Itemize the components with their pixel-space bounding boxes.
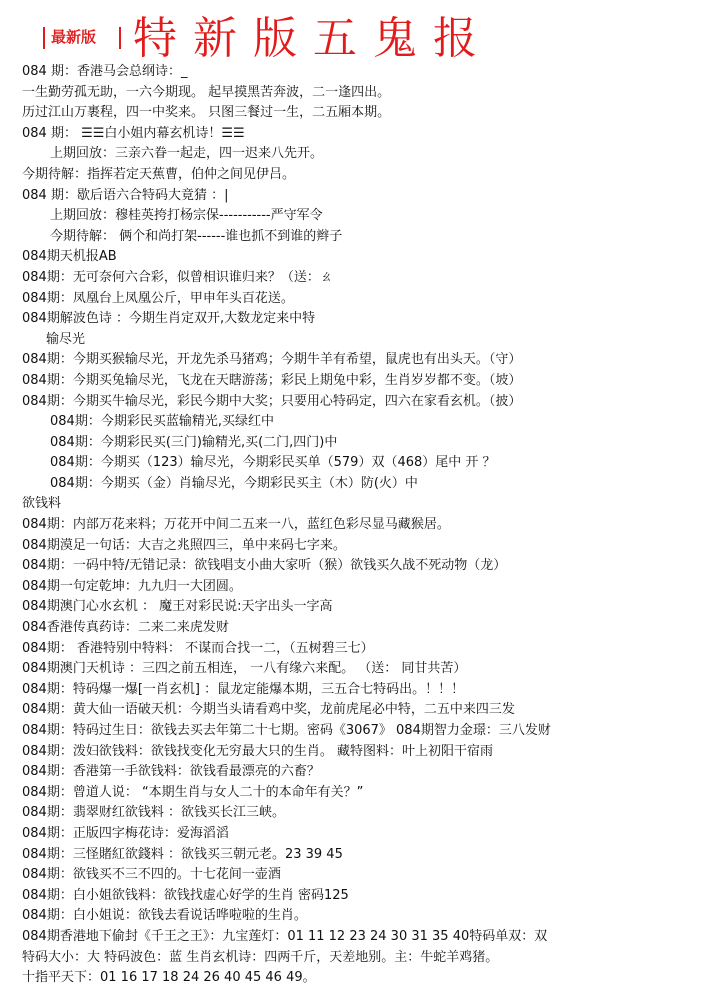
text-line: 今期待解：指挥若定天蕉曹，伯仲之间见伊吕。: [22, 166, 296, 182]
text-line: 084期香港地下偷封《千王之王》：九宝莲灯：01 11 12 23 24 30 31 35 40特码单双：双: [22, 928, 548, 944]
text-line: 上期回放：穆桂英挎打杨宗保-----------严守军令: [50, 208, 323, 224]
text-line: 084期：今期买（123）输尽光，今期彩民买单（579）双（468）尾中 开 ？: [50, 455, 496, 471]
text-line: 输尽光: [46, 331, 86, 347]
text-line: 一生勤劳孤无助，一六今期现。 起早摸黑苦奔波，二一逢四出。: [22, 84, 391, 100]
text-line: 084期：今期买兔输尽光，飞龙在天瞎游荡；彩民上期兔中彩，生肖岁岁都不变。（坡）: [22, 372, 522, 388]
text-line: 084期漠足一句话：大吉之兆照四三，单中来码七字来。: [22, 537, 346, 553]
text-line: 084期：特码爆一爆[一肖玄机] ：鼠龙定能爆本期，三五合七特码出。！！！: [22, 681, 465, 697]
text-line: 084 期：香港马会总纲诗：_: [22, 64, 188, 79]
text-line: 特码大小：大 特码波色：蓝 生肖玄机诗：四两千斤，天差地别。主：牛蛇羊鸡猪。: [22, 949, 499, 965]
text-line: 084期：今期彩民买(三门)输精光,买(二门,四门)中: [50, 434, 338, 450]
text-line: 084期：正版四字梅花诗：爱海滔滔: [22, 825, 229, 841]
text-line: 084期：泼妇欲钱料：欲钱找变化无穷最大只的生肖。 藏特图料：叶上初阳干宿雨: [22, 743, 493, 759]
text-line: 欲钱料: [22, 496, 62, 512]
text-line: 084期：黄大仙一语破天机：今期当头请看鸡中奖，龙前虎尾必中特，二五中来四三发: [22, 702, 515, 718]
header-left-divider: [43, 27, 45, 49]
text-line: 十指平天下：01 16 17 18 24 26 40 45 46 49。: [22, 970, 316, 986]
text-line: 084期：今期买牛输尽光，彩民今期中大奖；只要用心特码定，四六在家看玄机。（披）: [22, 393, 522, 409]
text-line: 084期：今期彩民买蓝输精光,买绿红中: [50, 414, 274, 430]
text-line: 084 期：歇后语六合特码大竟猜 ：|: [22, 187, 229, 203]
header-right-divider: [119, 27, 121, 49]
text-line: 084期：一码中特/无错记录：欲钱唱支小曲大家听（猴）欲钱买久战不死动物（龙）: [22, 558, 507, 574]
text-line: 084期：曾道人说： “本期生肖与女人二十的本命年有关？”: [22, 784, 364, 800]
text-line: 084香港传真药诗：二来二来虎发财: [22, 620, 229, 636]
page-header: [0, 0, 713, 64]
text-line: 084期：翡翠财红欲钱料 ：欲钱买长江三峡。: [22, 805, 285, 821]
edition-badge: 最新版: [51, 28, 97, 46]
text-line: 084期：三怪賭紅欲錢料 ：欲钱买三朝元老。23 39 45: [22, 846, 343, 862]
text-line: 084期： 香港特别中特料： 不谋而合找一二，（五树碧三七）: [22, 640, 374, 656]
text-line: 084期：今期买猴输尽光，开龙先杀马猪鸡；今期牛羊有希望，鼠虎也有出头天。（守）: [22, 352, 522, 368]
text-line: 084期：特码过生日：欲钱去买去年第二十七期。密码《3067》 084期智力金璟：三八发财: [22, 723, 551, 738]
text-line: 084期：内部万花来料；万花开中间二五来一八，蓝红色彩尽显马藏猴居。: [22, 517, 450, 533]
text-line: 084期：今期买（金）肖输尽光，今期彩民买主（木）防(火）中: [50, 475, 418, 491]
text-line: 084期：白小姐说：欲钱去看说话哗啦啦的生肖。: [22, 908, 307, 924]
text-line: 084期解波色诗 ：今期生肖定双开,大数龙定来中特: [22, 311, 316, 327]
text-line: 084期：白小姐欲钱料：欲钱找虚心好学的生肖 密码125: [22, 887, 349, 903]
text-line: 历过江山万裹程，四一中奖来。 只图三餐过一生，二五厢本期。: [22, 105, 391, 121]
text-line: 084期：无可奈何六合彩，似曾相识谁归来？（送：ㄠ: [22, 269, 333, 285]
page-title: 特新版五鬼报: [133, 13, 493, 64]
text-line: 084期澳门天机诗 ：三四之前五相连， 一八有缘六来配。 （送： 同甘共苦）: [22, 661, 467, 677]
text-line: 084期一句定乾坤：九九归一大团圆。: [22, 578, 242, 594]
text-line: 084 期： ☰☰白小姐内幕玄机诗！☰☰: [22, 125, 245, 141]
text-line: 今期待解： 俩个和尚打架------谁也抓不到谁的辫子: [50, 228, 343, 244]
text-line: 上期回放：三亲六眷一起走，四一迟来八先开。: [50, 146, 324, 162]
text-line: 084期澳门心水玄机 ： 魔王对彩民说:天字出头一字高: [22, 599, 333, 615]
text-line: 084期：凤凰台上凤凰公斤，甲申年头百花送。: [22, 290, 294, 306]
text-line: 084期：香港第一手欲钱料：欲钱看最漂亮的六畜？: [22, 764, 320, 780]
document-body: [22, 62, 712, 989]
text-line: 084期天机报AB: [22, 249, 117, 265]
text-line: 084期：欲钱买不三不四的。十七花间一壶酒: [22, 867, 281, 883]
